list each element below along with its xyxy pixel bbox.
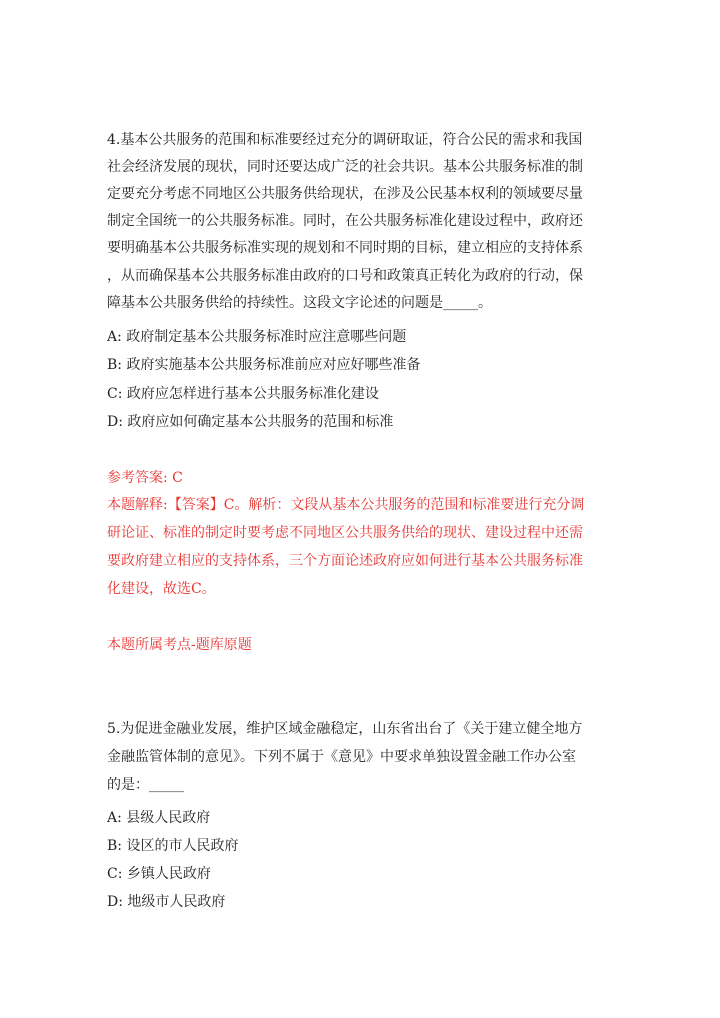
q4-source-tag: 本题所属考点-题库原题 xyxy=(107,637,252,653)
q5-option-d: D: 地级市人民政府 xyxy=(107,894,226,910)
q5-stem-line-3: 的是：_____ xyxy=(107,777,184,793)
q4-stem-line-3: 定要充分考虑不同地区公共服务供给现状，在涉及公民基本权利的领域要尽量 xyxy=(107,186,583,202)
q5-stem-line-1: 5.为促进金融业发展，维护区域金融稳定，山东省出台了《关于建立健全地方 xyxy=(107,721,583,737)
q4-option-d: D: 政府应如何确定基本公共服务的范围和标准 xyxy=(107,414,394,430)
q4-stem-line-6: ，从而确保基本公共服务标准由政府的口号和政策真正转化为政府的行动，保 xyxy=(107,268,583,284)
q4-stem-line-4: 制定全国统一的公共服务标准。同时，在公共服务标准化建设过程中，政府还 xyxy=(107,213,583,229)
q5-option-c: C: 乡镇人民政府 xyxy=(107,866,211,882)
q5-stem-line-2: 金融监管体制的意见》。下列不属于《意见》中要求单独设置金融工作办公室 xyxy=(107,749,576,765)
q4-answer: 参考答案: C xyxy=(107,470,183,486)
q4-explanation-line-3: 要政府建立相应的支持体系，三个方面论述政府应如何进行基本公共服务标准 xyxy=(107,553,583,569)
q4-stem-line-5: 要明确基本公共服务标准实现的规划和不同时期的目标，建立相应的支持体系 xyxy=(107,240,583,256)
q5-option-a: A: 县级人民政府 xyxy=(107,810,211,826)
q4-explanation-line-4: 化建设，故选C。 xyxy=(107,581,216,597)
q4-stem-line-2: 社会经济发展的现状，同时还要达成广泛的社会共识。基本公共服务标准的制 xyxy=(107,159,583,175)
q4-option-b: B: 政府实施基本公共服务标准前应对应好哪些准备 xyxy=(107,357,421,373)
q4-stem-line-7: 障基本公共服务供给的持续性。这段文字论述的问题是_____。 xyxy=(107,295,492,311)
q4-explanation-line-2: 研论证、标准的制定时要考虑不同地区公共服务供给的现状、建设过程中还需 xyxy=(107,525,583,541)
q4-stem-line-1: 4.基本公共服务的范围和标准要经过充分的调研取证，符合公民的需求和我国 xyxy=(107,132,583,148)
q4-explanation-line-1: 本题解释:【答案】C。解析：文段从基本公共服务的范围和标准要进行充分调 xyxy=(107,497,585,513)
q4-option-c: C: 政府应怎样进行基本公共服务标准化建设 xyxy=(107,386,379,402)
q4-option-a: A: 政府制定基本公共服务标准时应注意哪些问题 xyxy=(107,329,407,345)
q5-option-b: B: 设区的市人民政府 xyxy=(107,838,239,854)
